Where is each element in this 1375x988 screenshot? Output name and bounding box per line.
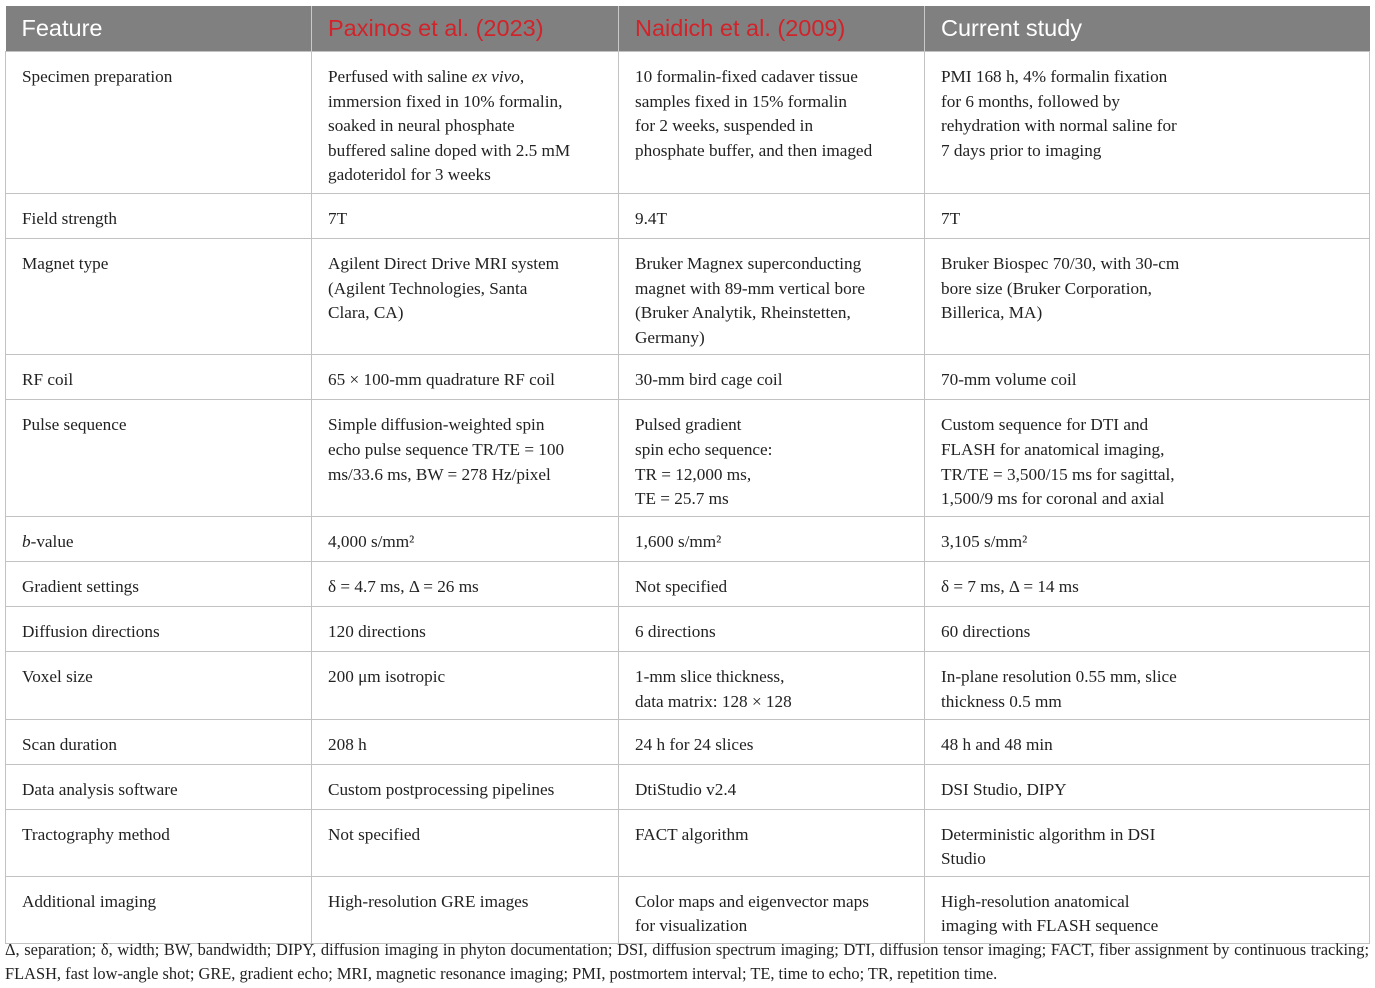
cell-text: Bruker Magnex superconducting magnet with 89-mm vertical bore (Bruker Analytik, Rheinstetten, Germany) bbox=[635, 254, 866, 347]
cell-text: Additional imaging bbox=[22, 891, 157, 911]
naidich-cell bbox=[619, 607, 925, 652]
paxinos-cell bbox=[312, 355, 619, 400]
naidich-cell bbox=[619, 194, 925, 239]
cell-text: 30-mm bird cage coil bbox=[635, 370, 783, 390]
paxinos-cell bbox=[312, 194, 619, 239]
cell-text: 7T bbox=[328, 209, 348, 228]
cell-text: DSI Studio, DIPY bbox=[941, 779, 1067, 799]
comparison-table-container bbox=[5, 6, 1369, 944]
table-row bbox=[6, 764, 1370, 809]
cell-text: 24 h for 24 slices bbox=[635, 734, 754, 754]
cell-text: PMI 168 h, 4% formalin fixation for 6 months, followed by rehydration with normal saline for 7 days prior to imaging bbox=[941, 67, 1177, 160]
cell-text: δ = 7 ms, Δ = 14 ms bbox=[941, 577, 1079, 597]
cell-text: High-resolution anatomical imaging with FLASH sequence bbox=[941, 891, 1159, 936]
current-study-cell bbox=[925, 400, 1370, 517]
feature-cell bbox=[6, 652, 312, 719]
paxinos-cell bbox=[312, 239, 619, 355]
paxinos-cell bbox=[312, 764, 619, 809]
cell-text: Simple diffusion-weighted spin echo pulse sequence TR/TE = 100 ms/33.6 ms, BW = 278 Hz/pixel bbox=[328, 415, 565, 484]
cell-text: Custom sequence for DTI and FLASH for anatomical imaging, TR/TE = 3,500/15 ms for sagittal, 1,500/9 ms for coronal and axial bbox=[941, 415, 1175, 509]
naidich-cell bbox=[619, 400, 925, 517]
naidich-cell bbox=[619, 876, 925, 943]
cell-text: 1,600 s/mm² bbox=[635, 532, 722, 552]
paxinos-cell bbox=[312, 652, 619, 719]
current-study-cell bbox=[925, 52, 1370, 194]
cell-text: 10 formalin-fixed cadaver tissue samples fixed in 15% formalin for 2 weeks, suspended in phosphate buffer, and then imaged bbox=[635, 67, 873, 160]
cell-text: Specimen preparation bbox=[22, 67, 173, 86]
cell-text: 208 h bbox=[328, 734, 367, 754]
current-study-cell bbox=[925, 607, 1370, 652]
feature-cell bbox=[6, 517, 312, 562]
cell-text: δ = 4.7 ms, Δ = 26 ms bbox=[328, 577, 479, 597]
table-row bbox=[6, 607, 1370, 652]
paxinos-cell bbox=[312, 719, 619, 764]
current-study-cell bbox=[925, 719, 1370, 764]
table-row bbox=[6, 239, 1370, 355]
cell-text: FACT algorithm bbox=[635, 824, 749, 844]
cell-text: 3,105 s/mm² bbox=[941, 532, 1028, 552]
cell-text: Gradient settings bbox=[22, 577, 139, 597]
cell-text: Diffusion directions bbox=[22, 622, 160, 642]
cell-text: Data analysis software bbox=[22, 779, 178, 799]
cell-text: b-value bbox=[22, 532, 74, 552]
paxinos-cell bbox=[312, 52, 619, 194]
cell-text: 65 × 100-mm quadrature RF coil bbox=[328, 370, 555, 390]
current-study-cell bbox=[925, 652, 1370, 719]
table-row bbox=[6, 562, 1370, 607]
current-study-cell bbox=[925, 239, 1370, 355]
comparison-table bbox=[5, 6, 1370, 944]
table-row bbox=[6, 400, 1370, 517]
paxinos-cell bbox=[312, 562, 619, 607]
feature-cell bbox=[6, 355, 312, 400]
cell-text: High-resolution GRE images bbox=[328, 891, 529, 911]
cell-text: Not specified bbox=[635, 577, 728, 597]
current-study-cell bbox=[925, 876, 1370, 943]
cell-text: Scan duration bbox=[22, 734, 117, 754]
cell-text: Tractography method bbox=[22, 824, 170, 844]
table-footnote: Δ, separation; δ, width; BW, bandwidth; DIPY, diffusion imaging in phyton documentation; DSI, diffusion spectrum imaging; DTI, diffusion tensor imaging; FACT, fiber assignment by continuous tracking; FLASH, fast low-angle shot; GRE, gradient echo; MRI, magnetic resonance imaging; PMI, postmortem interval; TE, time to echo; TR, repetition time. bbox=[5, 940, 1369, 983]
cell-text: 9.4T bbox=[635, 209, 667, 228]
paxinos-cell bbox=[312, 400, 619, 517]
cell-text: 1-mm slice thickness, data matrix: 128 × 128 bbox=[635, 667, 792, 711]
paxinos-cell bbox=[312, 809, 619, 876]
cell-text: 4,000 s/mm² bbox=[328, 532, 415, 552]
current-study-cell bbox=[925, 764, 1370, 809]
cell-text: Deterministic algorithm in DSI Studio bbox=[941, 824, 1156, 869]
feature-cell bbox=[6, 562, 312, 607]
current-study-cell bbox=[925, 355, 1370, 400]
feature-cell bbox=[6, 809, 312, 876]
current-study-cell bbox=[925, 562, 1370, 607]
paxinos-cell bbox=[312, 517, 619, 562]
table-row bbox=[6, 809, 1370, 876]
cell-text: 60 directions bbox=[941, 622, 1031, 642]
naidich-cell bbox=[619, 355, 925, 400]
cell-text: Voxel size bbox=[22, 667, 93, 687]
naidich-cell bbox=[619, 719, 925, 764]
cell-text: Pulsed gradient spin echo sequence: TR = 12,000 ms, TE = 25.7 ms bbox=[635, 415, 773, 509]
naidich-cell bbox=[619, 764, 925, 809]
cell-text: DtiStudio v2.4 bbox=[635, 779, 737, 799]
feature-cell bbox=[6, 52, 312, 194]
cell-text: Magnet type bbox=[22, 254, 109, 273]
table-row bbox=[6, 652, 1370, 719]
table-row bbox=[6, 355, 1370, 400]
paxinos-cell bbox=[312, 876, 619, 943]
table-row bbox=[6, 194, 1370, 239]
cell-text: Agilent Direct Drive MRI system (Agilent Technologies, Santa Clara, CA) bbox=[328, 254, 560, 323]
feature-cell bbox=[6, 607, 312, 652]
naidich-cell bbox=[619, 239, 925, 355]
cell-text: Not specified bbox=[328, 824, 421, 844]
cell-text: 70-mm volume coil bbox=[941, 370, 1077, 390]
table-body bbox=[6, 52, 1370, 944]
header-paxinos-2023[interactable]: Paxinos et al. (2023) bbox=[312, 6, 619, 52]
naidich-cell bbox=[619, 517, 925, 562]
feature-cell bbox=[6, 400, 312, 517]
feature-cell bbox=[6, 764, 312, 809]
naidich-cell bbox=[619, 562, 925, 607]
cell-text: Bruker Biospec 70/30, with 30-cm bore size (Bruker Corporation, Billerica, MA) bbox=[941, 254, 1180, 323]
naidich-cell bbox=[619, 52, 925, 194]
cell-text: In-plane resolution 0.55 mm, slice thickness 0.5 mm bbox=[941, 667, 1177, 711]
paxinos-cell bbox=[312, 607, 619, 652]
table-row bbox=[6, 52, 1370, 194]
current-study-cell bbox=[925, 517, 1370, 562]
cell-text: Perfused with saline ex vivo, immersion fixed in 10% formalin, soaked in neural phosphate buffered saline doped with 2.5 mM gadoteridol for 3 weeks bbox=[328, 67, 571, 185]
header-current-study: Current study bbox=[925, 6, 1370, 52]
cell-text: 7T bbox=[941, 209, 961, 228]
cell-text: 48 h and 48 min bbox=[941, 734, 1053, 754]
current-study-cell bbox=[925, 194, 1370, 239]
feature-cell bbox=[6, 239, 312, 355]
cell-text: Pulse sequence bbox=[22, 415, 127, 435]
table-row bbox=[6, 719, 1370, 764]
cell-text: 120 directions bbox=[328, 622, 426, 642]
feature-cell bbox=[6, 719, 312, 764]
naidich-cell bbox=[619, 652, 925, 719]
naidich-cell bbox=[619, 809, 925, 876]
table-row bbox=[6, 876, 1370, 943]
cell-text: Color maps and eigenvector maps for visualization bbox=[635, 891, 869, 936]
cell-text: Custom postprocessing pipelines bbox=[328, 779, 555, 799]
header-naidich-2009[interactable]: Naidich et al. (2009) bbox=[619, 6, 925, 52]
cell-text: 200 μm isotropic bbox=[328, 667, 446, 687]
cell-text: Field strength bbox=[22, 209, 118, 228]
cell-text: 6 directions bbox=[635, 622, 716, 642]
feature-cell bbox=[6, 876, 312, 943]
header-feature: Feature bbox=[6, 6, 312, 52]
header-row bbox=[6, 6, 1370, 52]
table-row bbox=[6, 517, 1370, 562]
cell-text: RF coil bbox=[22, 370, 74, 390]
feature-cell bbox=[6, 194, 312, 239]
current-study-cell bbox=[925, 809, 1370, 876]
